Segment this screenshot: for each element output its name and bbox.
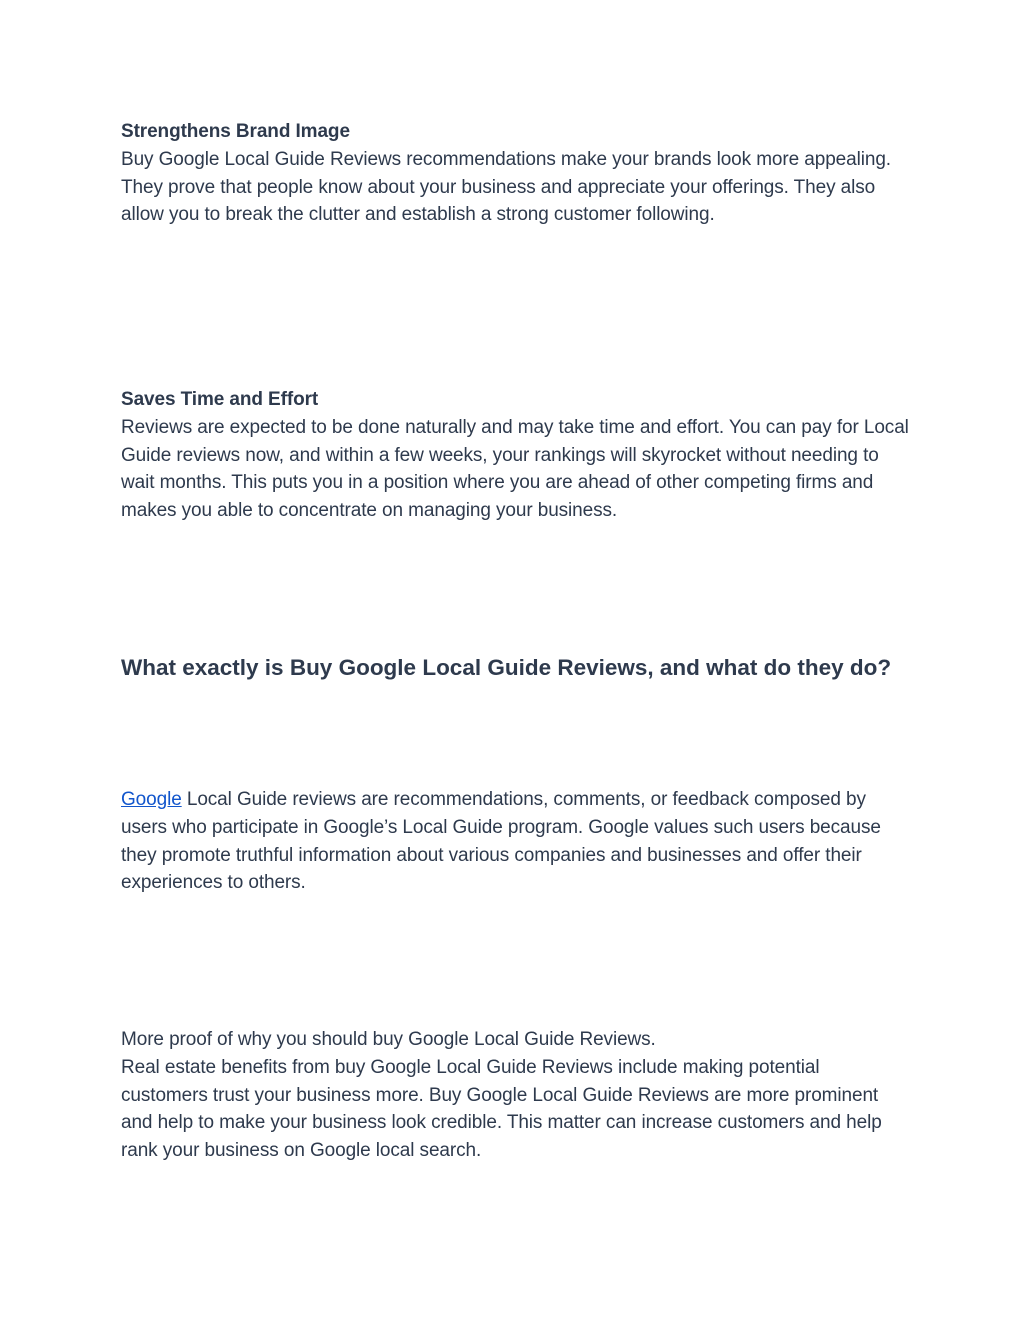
proof-lead: More proof of why you should buy Google Local Guide Reviews. [121,1029,656,1050]
proof-section [121,1026,911,1165]
section-heading: What exactly is Buy Google Local Guide Reviews, and what do they do? [121,655,892,680]
intro-paragraph [121,786,911,897]
google-link[interactable]: Google [121,789,182,810]
section-saves-time-and-effort [121,386,911,525]
section-title: Strengthens Brand Image [121,121,350,142]
section-body: Buy Google Local Guide Reviews recommendations make your brands look more appealing. They prove that people know about your business and appreciate your offerings. They also allow you to break the clutter and establish a strong customer following. [121,148,891,226]
section-title: Saves Time and Effort [121,389,319,410]
section-strengthens-brand-image [121,118,911,229]
section-body: Reviews are expected to be done naturally and may take time and effort. You can pay for Local Guide reviews now, and within a few weeks, your rankings will skyrocket without needing to wait months. This puts you in a position where you are ahead of other competing firms and makes you able to concentrate on managing your business. [121,416,909,522]
intro-body: Local Guide reviews are recommendations, comments, or feedback composed by users who participate in Google’s Local Guide program. Google values such users because they promote truthful information about various companies and businesses and offer their experiences to others. [121,789,881,894]
proof-body: Real estate benefits from buy Google Local Guide Reviews include making potential customers trust your business more. Buy Google Local Guide Reviews are more prominent and help to make your business look credible. This matter can increase customers and help rank your business on Google local search. [121,1056,882,1162]
